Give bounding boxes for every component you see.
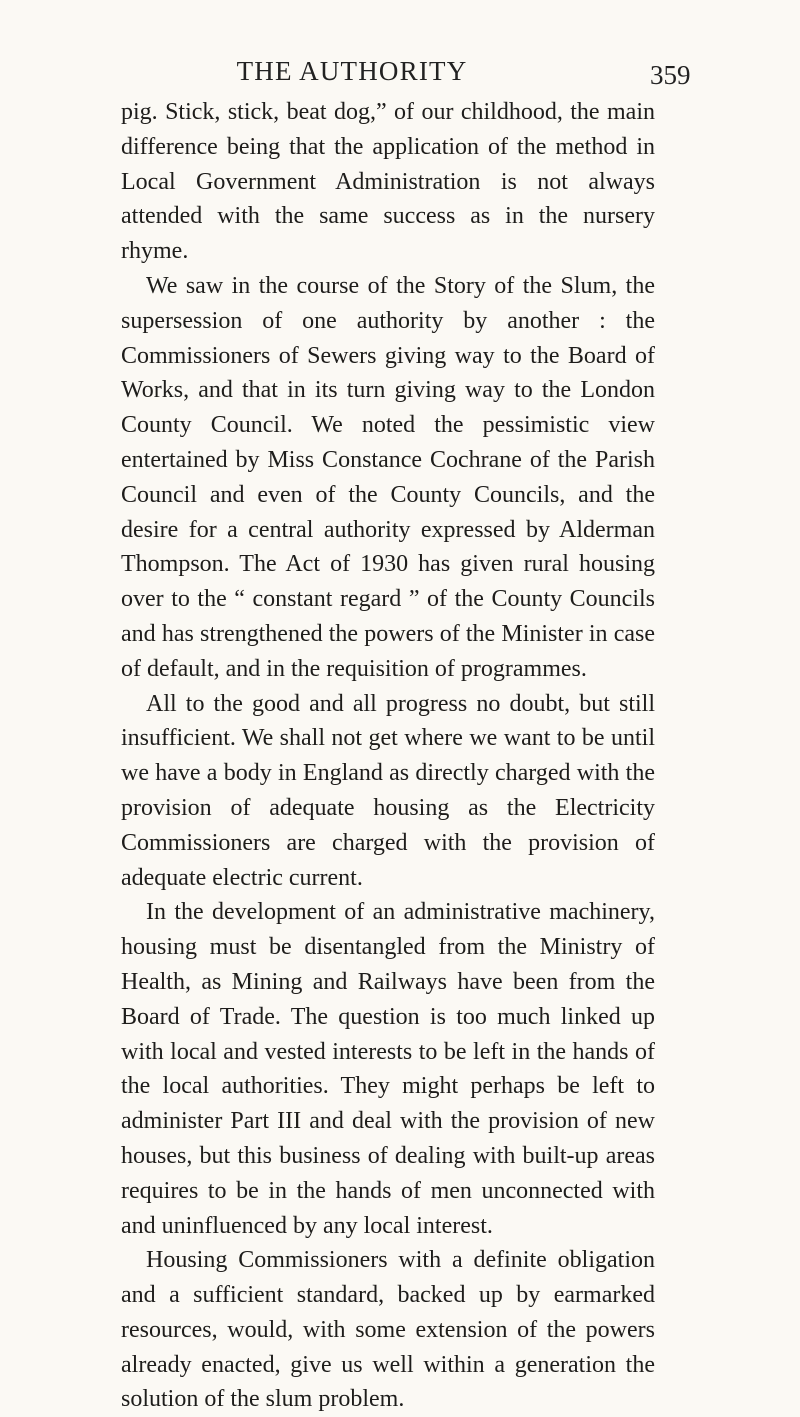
paragraph-progress: All to the good and all progress no doubt, but still insufficient. We shall not get where we want to be until we have a body in England as directly charged with the provision of adequate housing as the Electricity Commissioners are charged with the provision of adequate electric current. [121,690,655,891]
running-head [0,50,800,90]
paragraph-story-of-slum: We saw in the course of the Story of the Slum, the supersession of one authority by another : the Commissioners of Sewers giving way to the Board of Works, and that in its turn giving way to the London County Council. We noted the pessimistic view entertained by Miss Constance Cochrane of the Parish Council and even of the County Councils, and the desire for a central authority expressed by Alderman Thompson. The Act of 1930 has given rural housing over to the “ constant regard ” of the County Councils and has strengthened the powers of the Minister in case of default, and in the requisition of programmes. [121,272,655,682]
page-number: 359 [650,60,691,90]
running-title: THE AUTHORITY [236,56,468,86]
paragraph-administrative-machinery: In the development of an administrative machinery, housing must be disentangled from the Ministry of Health, as Mining and Railways have been from the Board of Trade. The question is too much linked up with local and vested interests to be left in the hands of the local authorities. They might perhaps be left to administer Part III and deal with the provision of new houses, but this business of dealing with built-up areas requires to be in the hands of men unconnected with and uninfluenced by any local interest. [121,899,655,1239]
paragraph-continuation: pig. Stick, stick, beat dog,” of our childhood, the main difference being that the application of the method in Local Government Administration is not always attended with the same success as in the nursery rhyme. [121,99,655,265]
paragraph-housing-commissioners: Housing Commissioners with a definite obligation and a sufficient standard, backed up by earmarked resources, would, with some extension of the powers already enacted, give us well within a generation the solution of the slum problem. [121,1247,655,1413]
body-text [121,95,655,1417]
